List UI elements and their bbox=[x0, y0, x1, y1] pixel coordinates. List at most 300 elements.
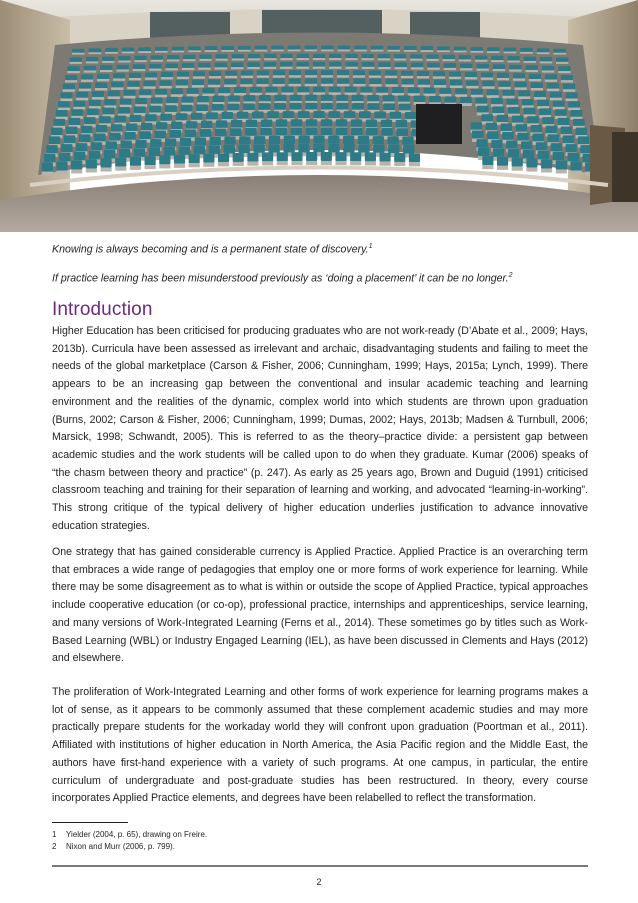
seat bbox=[313, 136, 324, 144]
seat-base bbox=[329, 67, 341, 69]
seat bbox=[321, 119, 332, 126]
seat bbox=[568, 153, 579, 162]
seat bbox=[487, 131, 498, 139]
seat-base bbox=[63, 89, 75, 91]
seat-base bbox=[241, 76, 253, 78]
seat bbox=[321, 95, 333, 101]
seat-base bbox=[313, 67, 325, 69]
seat-base bbox=[155, 95, 167, 98]
seat-base bbox=[257, 75, 269, 77]
seat bbox=[106, 141, 117, 149]
seat bbox=[361, 54, 373, 58]
seat bbox=[60, 93, 72, 99]
seat bbox=[189, 154, 200, 163]
seat bbox=[518, 90, 530, 96]
seat bbox=[297, 86, 309, 92]
seat-base bbox=[238, 50, 251, 52]
seat bbox=[86, 159, 97, 168]
seat bbox=[252, 111, 264, 118]
seat bbox=[234, 87, 246, 93]
seat bbox=[81, 126, 92, 133]
seat bbox=[145, 156, 156, 165]
seat-base bbox=[378, 67, 390, 69]
seat bbox=[141, 123, 152, 130]
seat bbox=[227, 104, 239, 111]
seat bbox=[337, 70, 349, 75]
seat bbox=[570, 110, 582, 117]
seat bbox=[232, 54, 244, 58]
seat bbox=[209, 145, 220, 154]
seat bbox=[408, 87, 420, 93]
seat bbox=[477, 106, 489, 113]
seat bbox=[450, 80, 462, 86]
seat bbox=[71, 109, 83, 116]
seat bbox=[545, 74, 557, 79]
seat-base bbox=[129, 78, 141, 80]
seat bbox=[271, 46, 284, 50]
seat bbox=[359, 111, 371, 118]
seat bbox=[164, 147, 175, 156]
seat bbox=[172, 47, 185, 51]
seat bbox=[44, 154, 55, 163]
seat bbox=[92, 91, 104, 97]
seat bbox=[466, 80, 478, 86]
seat-base bbox=[145, 78, 157, 80]
seat bbox=[134, 56, 146, 60]
seat-base bbox=[183, 59, 195, 61]
seat bbox=[498, 81, 510, 87]
seat-base bbox=[507, 61, 519, 63]
seat bbox=[299, 136, 310, 144]
seat bbox=[291, 119, 302, 126]
seat bbox=[381, 128, 392, 136]
seat bbox=[99, 116, 111, 123]
seat-base bbox=[97, 79, 109, 81]
seat bbox=[343, 144, 354, 153]
seat bbox=[321, 152, 332, 161]
seat bbox=[247, 62, 259, 67]
seat bbox=[179, 146, 190, 155]
seat-base bbox=[449, 77, 461, 79]
seat-base bbox=[558, 71, 570, 73]
seat bbox=[113, 73, 125, 78]
seat bbox=[429, 96, 441, 102]
seat bbox=[366, 128, 377, 136]
seat bbox=[86, 57, 98, 61]
seat-base bbox=[434, 85, 446, 87]
seat bbox=[81, 74, 93, 79]
seat bbox=[238, 46, 251, 50]
seat bbox=[385, 70, 397, 75]
seat bbox=[180, 138, 191, 146]
seat-base bbox=[209, 76, 221, 78]
seat bbox=[165, 105, 177, 112]
seat bbox=[42, 163, 53, 172]
seat-base bbox=[497, 78, 509, 80]
seat bbox=[353, 70, 365, 75]
seat-base bbox=[417, 76, 429, 78]
seat-base bbox=[264, 67, 276, 69]
seat-base bbox=[76, 98, 88, 101]
seat bbox=[135, 140, 146, 148]
seat bbox=[134, 148, 145, 157]
seat-base bbox=[362, 67, 374, 69]
seat-base bbox=[199, 59, 211, 61]
footnote-2: 2 Nixon and Murr (2006, p. 799). bbox=[52, 842, 175, 851]
seat bbox=[213, 96, 225, 102]
seat bbox=[155, 131, 166, 139]
seat bbox=[526, 159, 537, 168]
seat bbox=[328, 144, 339, 153]
seat-base bbox=[329, 58, 341, 60]
seat-base bbox=[198, 68, 210, 70]
seat bbox=[568, 101, 580, 107]
seat bbox=[167, 55, 179, 59]
seat bbox=[275, 128, 286, 136]
seat bbox=[124, 90, 136, 96]
seat bbox=[102, 57, 114, 61]
seat bbox=[58, 101, 70, 107]
seat bbox=[321, 78, 333, 84]
seat bbox=[215, 63, 227, 68]
seat bbox=[404, 46, 417, 50]
seat bbox=[196, 104, 208, 111]
seat bbox=[177, 72, 189, 77]
seat bbox=[56, 162, 67, 171]
seat bbox=[570, 162, 581, 171]
seat bbox=[527, 116, 539, 123]
seat bbox=[353, 78, 365, 84]
seat-base bbox=[58, 108, 70, 111]
seat-base bbox=[202, 94, 214, 97]
seat bbox=[351, 119, 362, 126]
seat bbox=[411, 63, 423, 68]
seat bbox=[216, 120, 227, 127]
seat bbox=[63, 84, 75, 90]
seat bbox=[53, 119, 65, 126]
seat bbox=[329, 54, 341, 58]
seat bbox=[247, 153, 258, 162]
seat bbox=[289, 78, 301, 84]
seat-base bbox=[540, 61, 552, 63]
seat-base bbox=[151, 60, 163, 62]
seat bbox=[111, 124, 122, 131]
seat bbox=[566, 144, 577, 152]
seat bbox=[283, 144, 294, 153]
seat bbox=[502, 132, 513, 140]
seat bbox=[537, 100, 549, 106]
seat-base bbox=[387, 50, 400, 52]
seat bbox=[149, 106, 161, 113]
seat bbox=[313, 111, 325, 118]
seat bbox=[143, 81, 155, 87]
seat bbox=[130, 157, 141, 166]
seat bbox=[504, 48, 517, 52]
seat bbox=[455, 88, 467, 94]
seat bbox=[454, 47, 467, 51]
seat-base bbox=[525, 70, 537, 72]
seat bbox=[228, 95, 240, 101]
seat-base bbox=[529, 79, 541, 81]
seat-base bbox=[354, 50, 367, 52]
seat bbox=[491, 56, 503, 60]
seat-base bbox=[563, 89, 575, 91]
seat bbox=[216, 54, 228, 58]
page-footer-divider bbox=[52, 865, 588, 867]
seat bbox=[174, 155, 185, 164]
seat-base bbox=[113, 78, 125, 80]
seat bbox=[288, 46, 301, 50]
seat-base bbox=[313, 58, 325, 60]
seat bbox=[149, 64, 161, 69]
seat bbox=[367, 95, 379, 101]
seat bbox=[108, 90, 120, 96]
seat bbox=[475, 97, 487, 103]
seat-base bbox=[288, 50, 301, 52]
seat-base bbox=[218, 93, 230, 96]
seat-base bbox=[439, 94, 451, 97]
seat bbox=[218, 87, 230, 93]
seat bbox=[149, 148, 160, 157]
seat-base bbox=[482, 86, 494, 88]
seat bbox=[206, 112, 218, 119]
seat-base bbox=[100, 70, 112, 72]
seat bbox=[266, 87, 278, 93]
footnote-1: 1 Yielder (2004, p. 65), drawing on Freire. bbox=[52, 830, 208, 839]
seat-base bbox=[289, 75, 301, 77]
seat bbox=[471, 122, 482, 129]
seat-base bbox=[304, 50, 317, 52]
seat bbox=[193, 71, 205, 76]
seat-base bbox=[138, 51, 151, 53]
seat bbox=[59, 153, 70, 162]
seat-base bbox=[255, 50, 268, 52]
seat bbox=[388, 136, 399, 144]
seat bbox=[556, 58, 568, 62]
seat-base bbox=[524, 61, 536, 63]
seat bbox=[336, 95, 348, 101]
seat bbox=[553, 101, 565, 107]
seat-base bbox=[570, 171, 581, 175]
page-number: 2 bbox=[316, 877, 322, 887]
seat-base bbox=[81, 80, 93, 82]
seat bbox=[187, 88, 199, 94]
seat bbox=[201, 121, 212, 128]
seat bbox=[118, 107, 130, 114]
seat bbox=[182, 96, 194, 102]
seat bbox=[305, 78, 317, 84]
seat bbox=[443, 55, 455, 59]
seat bbox=[122, 48, 135, 52]
seat-base bbox=[556, 62, 568, 64]
seat bbox=[289, 70, 301, 75]
seat bbox=[120, 98, 132, 104]
seat-base bbox=[404, 50, 417, 52]
seat bbox=[394, 54, 406, 58]
seat bbox=[337, 78, 349, 84]
seat-base bbox=[42, 172, 53, 176]
seat bbox=[224, 79, 236, 85]
seat bbox=[297, 54, 309, 58]
seat-base bbox=[493, 69, 505, 71]
seat bbox=[509, 65, 521, 70]
seat-base bbox=[371, 50, 384, 52]
seat bbox=[224, 145, 235, 154]
seat bbox=[64, 135, 75, 143]
seat bbox=[156, 122, 167, 129]
seat bbox=[460, 97, 472, 103]
seat-base bbox=[335, 161, 346, 165]
seat bbox=[427, 63, 439, 68]
seat-base bbox=[378, 58, 390, 60]
seat-base bbox=[60, 98, 72, 101]
seat bbox=[274, 103, 286, 110]
seat-base bbox=[466, 86, 478, 88]
seat-base bbox=[443, 59, 455, 61]
seat-base bbox=[345, 58, 357, 60]
seat bbox=[264, 54, 276, 58]
seat-base bbox=[476, 69, 488, 71]
seat bbox=[280, 54, 292, 58]
seat bbox=[91, 142, 102, 150]
seat-base bbox=[306, 161, 317, 165]
seat bbox=[261, 120, 272, 127]
seat-base bbox=[296, 67, 308, 69]
seat-base bbox=[418, 85, 430, 87]
seat bbox=[531, 82, 543, 88]
seat-base bbox=[379, 162, 390, 166]
seat-base bbox=[100, 168, 111, 172]
seat bbox=[160, 114, 172, 121]
seat bbox=[491, 140, 502, 148]
seat bbox=[186, 121, 197, 128]
seat bbox=[507, 56, 519, 60]
footnote-ref-1: 1 bbox=[368, 243, 373, 250]
seat-base bbox=[215, 67, 227, 69]
seat bbox=[191, 113, 203, 120]
seat bbox=[210, 137, 221, 145]
seat bbox=[51, 128, 62, 135]
seat bbox=[243, 103, 255, 110]
seat bbox=[477, 139, 488, 147]
seat bbox=[548, 134, 559, 142]
seat bbox=[155, 47, 168, 51]
seat bbox=[240, 79, 252, 85]
seat bbox=[390, 112, 402, 119]
seat bbox=[291, 127, 302, 135]
seat bbox=[185, 130, 196, 138]
seat-base bbox=[133, 69, 145, 71]
seat bbox=[76, 143, 87, 151]
seat bbox=[321, 46, 334, 50]
seat-base bbox=[454, 51, 467, 53]
seat-base bbox=[102, 61, 114, 63]
seat bbox=[245, 128, 256, 136]
seat bbox=[268, 144, 279, 153]
seat bbox=[155, 89, 167, 95]
seat bbox=[56, 110, 68, 117]
seat bbox=[267, 111, 279, 118]
seat bbox=[182, 63, 194, 68]
seat-base bbox=[273, 75, 285, 77]
seat bbox=[248, 54, 260, 58]
seat bbox=[264, 62, 276, 67]
seat bbox=[127, 81, 139, 87]
seat-base bbox=[444, 68, 456, 70]
seat bbox=[516, 124, 527, 131]
seat bbox=[103, 108, 115, 115]
seat-base bbox=[248, 58, 260, 60]
seat bbox=[145, 114, 157, 121]
seat bbox=[395, 62, 407, 67]
seat bbox=[378, 62, 390, 67]
seat bbox=[512, 158, 523, 167]
seat-base bbox=[171, 94, 183, 97]
seat bbox=[192, 80, 204, 86]
seat bbox=[524, 108, 536, 115]
seat bbox=[358, 144, 369, 153]
seat bbox=[352, 95, 364, 101]
seat-base bbox=[561, 80, 573, 82]
seat-base bbox=[369, 84, 381, 86]
seat bbox=[69, 118, 81, 125]
seat bbox=[481, 72, 493, 77]
seat bbox=[376, 87, 388, 93]
seat bbox=[402, 137, 413, 145]
seat bbox=[506, 98, 518, 104]
seat bbox=[522, 99, 534, 105]
seat bbox=[529, 74, 541, 79]
seat bbox=[497, 115, 509, 122]
seat-base bbox=[475, 60, 487, 62]
seat bbox=[553, 152, 564, 161]
seat-base bbox=[531, 88, 543, 90]
seat-base bbox=[130, 166, 141, 170]
seat bbox=[521, 141, 532, 149]
seat bbox=[258, 103, 270, 110]
seat bbox=[414, 96, 426, 102]
seat-base bbox=[289, 84, 301, 86]
seat bbox=[424, 88, 436, 94]
seat bbox=[335, 152, 346, 161]
seat bbox=[205, 46, 218, 50]
footnotes bbox=[52, 829, 207, 853]
seat-base bbox=[321, 161, 332, 165]
seat bbox=[71, 160, 82, 169]
seat-base bbox=[487, 51, 500, 53]
seat bbox=[492, 106, 504, 113]
seat bbox=[338, 46, 351, 50]
paragraph-3: The proliferation of Work-Integrated Learning and other forms of work experience for learning programs makes a lot of sense, as it appears to be commonly assumed that these complement academic studies and may more practically prepare students for the workaday world they will confront upon graduation (Poortman et al., 2011). Affiliated with institutions of higher education in North America, the Asia Pacific region and the Middle East, the authors have first-hand experience with a variety of such programs. At one campus, in particular, the entire curriculum of undergraduate and post-graduate studies has been restructured. In theory, every course incorporates Applied Practice elements, and degrees have been relabelled to reflect the transformation. bbox=[52, 686, 588, 805]
epigraph-quote-2: If practice learning has been misunderstood previously as ‘doing a placement’ it can be no longer.$^2$ bbox=[52, 272, 513, 285]
seat-base bbox=[350, 161, 361, 165]
seat bbox=[460, 63, 472, 68]
seat-base bbox=[70, 62, 82, 64]
seat bbox=[534, 91, 546, 97]
seat-base bbox=[280, 67, 292, 69]
seat bbox=[542, 117, 554, 124]
seat bbox=[195, 137, 206, 145]
seat bbox=[403, 145, 414, 154]
seat bbox=[166, 63, 178, 68]
seat bbox=[369, 70, 381, 75]
seat bbox=[396, 120, 407, 127]
seat-base bbox=[534, 97, 546, 100]
seat-base bbox=[145, 165, 156, 169]
seat bbox=[368, 103, 380, 110]
seat bbox=[139, 89, 151, 95]
seat-base bbox=[401, 76, 413, 78]
